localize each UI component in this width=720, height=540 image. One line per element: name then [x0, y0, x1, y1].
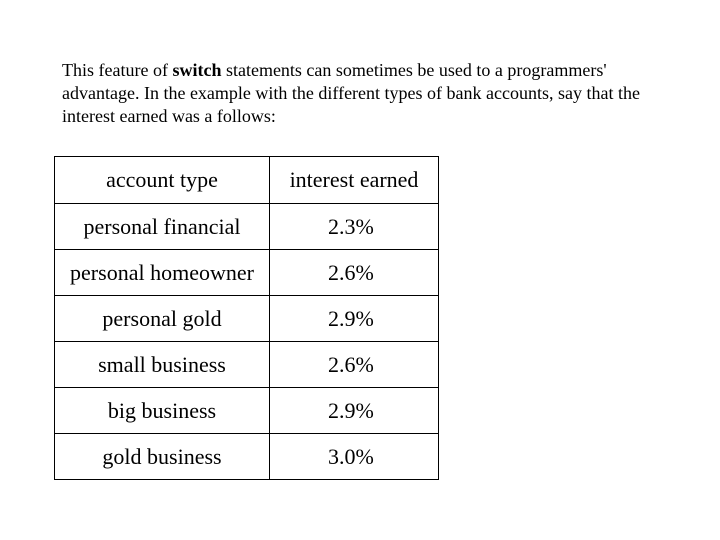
intro-paragraph — [62, 59, 662, 128]
interest-rate-cell: 2.9% — [270, 388, 439, 434]
table-row — [55, 250, 439, 296]
intro-text-after: statements can sometimes be used to a programmers' advantage. In the example with the different types of bank accounts, say that the interest earned was a follows: — [62, 60, 640, 126]
header-interest-earned: interest earned — [270, 157, 439, 204]
table-row — [55, 296, 439, 342]
account-type-cell: personal gold — [55, 296, 270, 342]
interest-rate-table — [54, 156, 439, 480]
account-type-cell: personal financial — [55, 204, 270, 250]
header-account-type: account type — [55, 157, 270, 204]
table-row — [55, 388, 439, 434]
interest-rate-cell: 2.6% — [270, 342, 439, 388]
interest-rate-cell: 2.6% — [270, 250, 439, 296]
intro-keyword: switch — [172, 60, 222, 80]
interest-rate-cell: 3.0% — [270, 434, 439, 480]
table-header-row — [55, 157, 439, 204]
interest-rate-cell: 2.9% — [270, 296, 439, 342]
table-row — [55, 342, 439, 388]
intro-text-before: This feature of — [62, 60, 173, 80]
account-type-cell: personal homeowner — [55, 250, 270, 296]
table-row — [55, 434, 439, 480]
interest-rate-cell: 2.3% — [270, 204, 439, 250]
account-type-cell: small business — [55, 342, 270, 388]
table-row — [55, 204, 439, 250]
account-type-cell: gold business — [55, 434, 270, 480]
account-type-cell: big business — [55, 388, 270, 434]
